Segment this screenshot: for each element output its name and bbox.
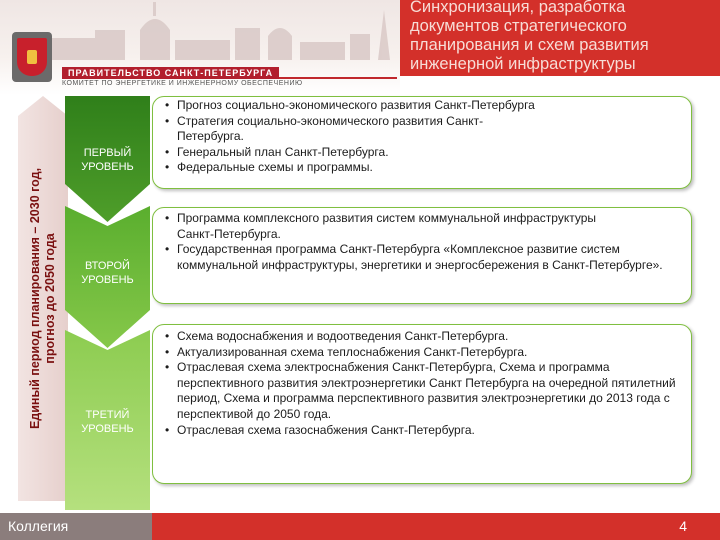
level-2-documents-list (153, 211, 691, 273)
header-banner (0, 0, 400, 95)
level-1-documents-list (153, 98, 691, 176)
city-skyline-image (0, 0, 400, 70)
list-item: • Схема водоснабжения и водоотведения Санкт-Петербурга. (177, 329, 691, 345)
list-item: • Стратегия социально-экономического развития Санкт-Петербурга. (177, 114, 507, 145)
level-3-documents-list (153, 329, 691, 438)
list-item: • Генеральный план Санкт-Петербурга. (177, 145, 691, 161)
level-1-arrow (65, 96, 150, 222)
list-item: • Программа комплексного развития систем коммунальной инфраструктуры Санкт-Петербурга. (177, 211, 597, 242)
level-3-label: ТРЕТИЙ УРОВЕНЬ (81, 409, 134, 435)
level-3-arrow (65, 330, 150, 510)
level-2-label: ВТОРОЙ УРОВЕНЬ (81, 260, 134, 286)
slide-title: Синхронизация, разработка документов стратегического планирования и схем развития инженерной инфраструктуры (410, 0, 649, 73)
level-2-arrow (65, 206, 150, 348)
slide-title-box (400, 0, 720, 76)
list-item: • Федеральные схемы и программы. (177, 160, 691, 176)
level-3-documents-box (152, 324, 692, 484)
list-item: • Отраслевая схема электроснабжения Санкт-Петербурга, Схема и программа перспективного развития электроэнергетики Санкт Петербурга на очередной пятилетний период, Схема и программа перспективного развития электроэнергетики до 2013 года с перспективой до 2050 года. (177, 360, 691, 422)
page-number: 4 (679, 518, 687, 534)
organization-name: ПРАВИТЕЛЬСТВО САНКТ-ПЕТЕРБУРГА (62, 67, 279, 79)
coat-of-arms-logo (12, 32, 52, 82)
level-1-label: ПЕРВЫЙ УРОВЕНЬ (81, 147, 134, 173)
footer-bar (152, 513, 720, 540)
planning-period-line2: прогноз до 2050 года (43, 233, 57, 364)
footer-label-box (0, 513, 152, 540)
list-item: • Отраслевая схема газоснабжения Санкт-Петербурга. (177, 423, 691, 439)
list-item: • Государственная программа Санкт-Петербурга «Комплексное развитие систем коммунальной инфраструктуры, энергетики и энергосбережения в Санкт-Петербурге». (177, 242, 691, 273)
list-item: • Прогноз социально-экономического развития Санкт-Петербурга (177, 98, 691, 114)
list-item: • Актуализированная схема теплоснабжения Санкт-Петербурга. (177, 345, 691, 361)
planning-period-sidebar (18, 96, 68, 501)
organization-subtitle: КОМИТЕТ ПО ЭНЕРГЕТИКЕ И ИНЖЕНЕРНОМУ ОБЕСПЕЧЕНИЮ (62, 80, 303, 87)
level-2-documents-box (152, 207, 692, 304)
footer-label: Коллегия (8, 518, 69, 534)
planning-period-line1: Единый период планирования – 2030 год, (28, 167, 42, 430)
planning-period-label (18, 96, 68, 501)
level-1-documents-box (152, 96, 692, 189)
